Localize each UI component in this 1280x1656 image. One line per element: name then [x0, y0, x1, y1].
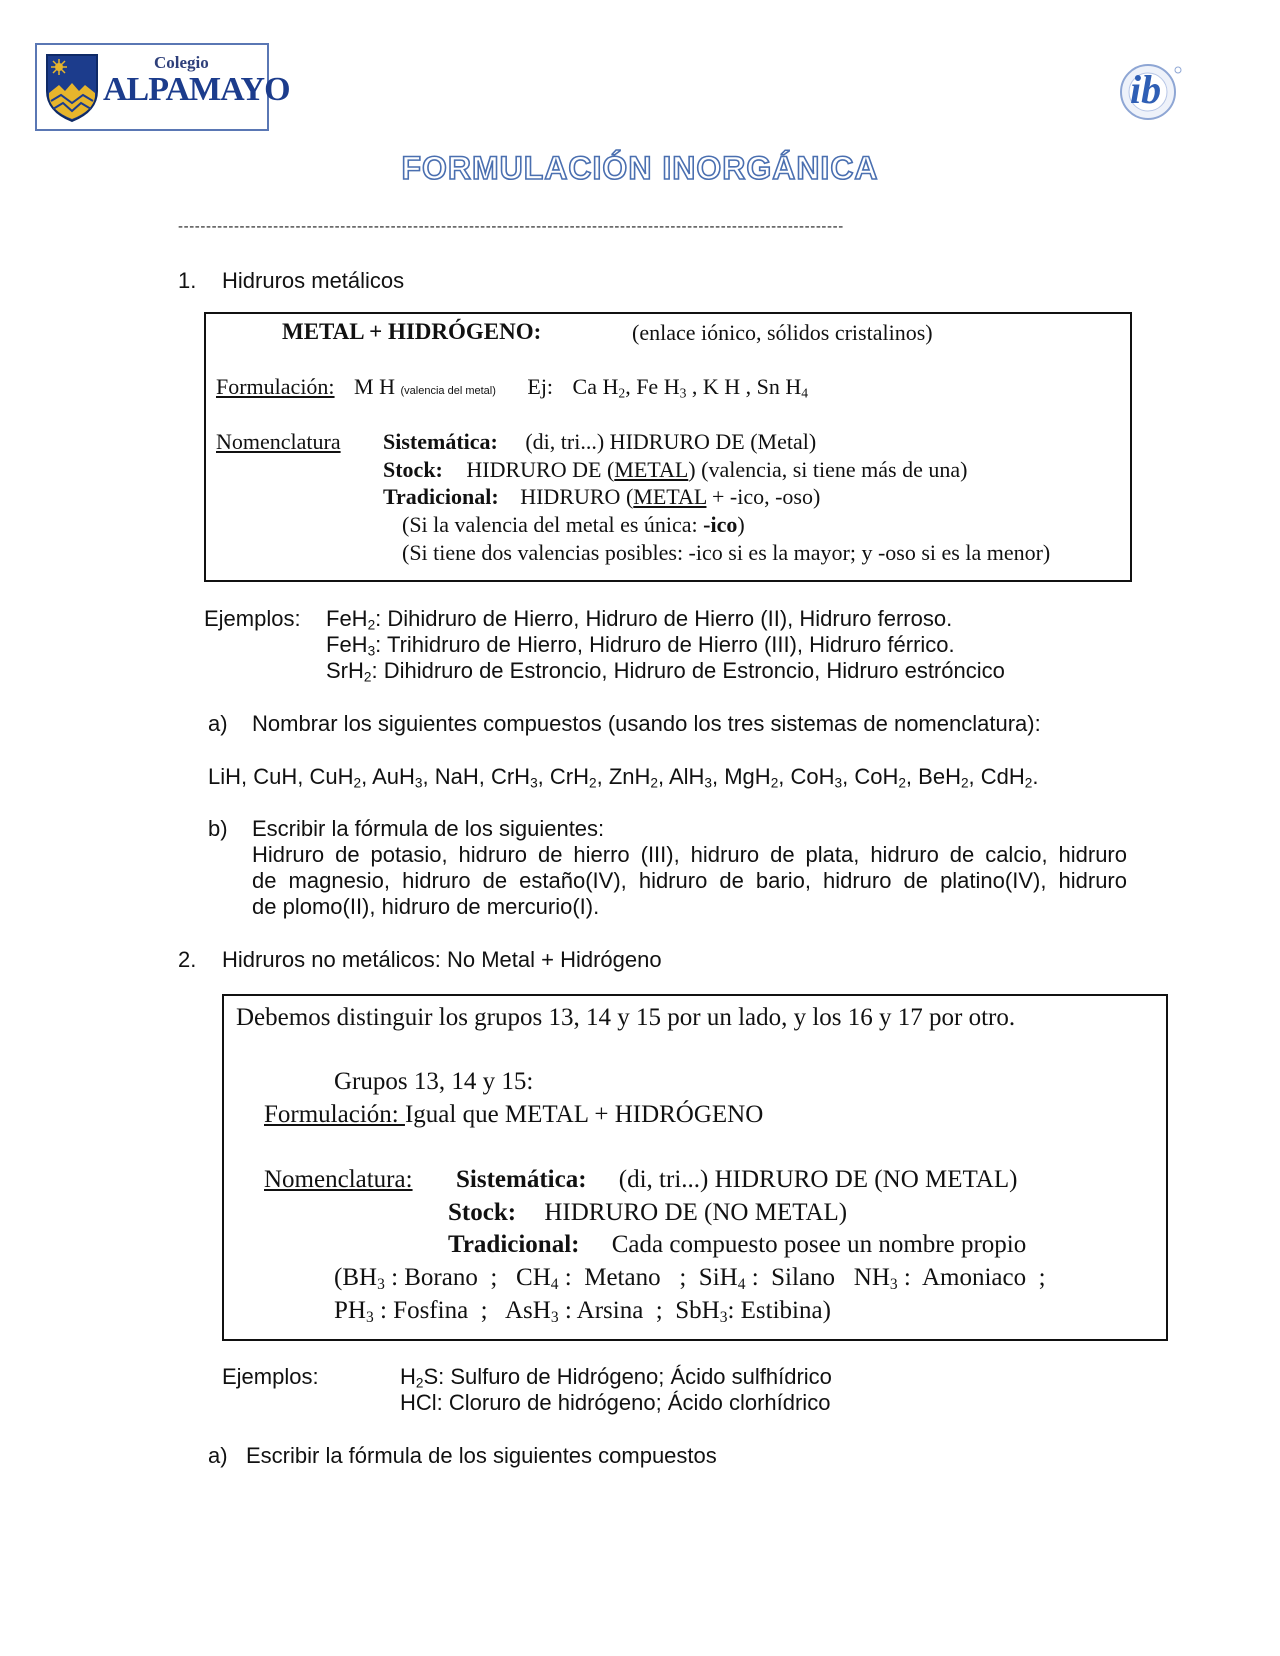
section1-task-a-text: Nombrar los siguientes compuestos (usando los tres sistemas de nomenclatura):	[252, 711, 1041, 736]
section1-example-2	[326, 632, 955, 658]
section2-box	[222, 994, 1168, 1341]
box2-tradicional-label: Tradicional:	[448, 1231, 580, 1258]
example1-sub: 2	[367, 617, 376, 633]
box1-example-ca-sub: 2	[618, 385, 626, 401]
box1-tradicional-text-b: + -ico, -oso)	[706, 484, 821, 509]
section1-task-b-intro: Escribir la fórmula de los siguientes:	[252, 816, 605, 841]
estibina-text: : Estibina)	[727, 1297, 831, 1324]
borano-text: : Borano ; CH	[384, 1264, 551, 1291]
section1-example-3	[326, 658, 1005, 684]
box2-tradicional-text: Cada compuesto posee un nombre propio	[611, 1231, 1027, 1258]
section1-task-b-line-1: Hidruro de potasio, hidruro de hierro (III), hidruro de plata, hidruro de calcio, hidruro	[252, 842, 1127, 867]
box1-stock-label: Stock:	[383, 457, 443, 482]
bh3-sub: 3	[377, 1275, 385, 1293]
box1-note-dos-valencias: (Si tiene dos valencias posibles: -ico si es la mayor; y -oso si es la menor)	[402, 540, 1051, 565]
example1-formula: FeH	[326, 606, 368, 631]
compound-item: MgH$_2$,	[724, 764, 791, 791]
section1-task-a-label: a)	[208, 711, 228, 736]
compound-item: LiH,	[208, 764, 254, 789]
box2-formulacion-label: Formulación:	[264, 1101, 405, 1128]
box1-stock-text-b: ) (valencia, si tiene más de una)	[688, 457, 968, 482]
box1-example-fe-sub: 3	[679, 385, 687, 401]
section2-task-a-text: Escribir la fórmula de los siguientes compuestos	[246, 1443, 717, 1468]
example2-sub: 3	[367, 643, 376, 659]
section2-example-1	[400, 1364, 832, 1390]
box2-stock-label: Stock:	[448, 1199, 517, 1226]
box1-note1-a: (Si la valencia del metal es única:	[402, 512, 704, 537]
ash3-sub: 3	[550, 1308, 559, 1326]
box1-note1-c: )	[737, 512, 745, 537]
box1-example-k-sn: , K H , Sn H	[686, 374, 802, 399]
box2-grupos: Grupos 13, 14 y 15:	[334, 1068, 534, 1095]
page-title: FORMULACIÓN INORGÁNICA	[401, 150, 879, 186]
compound-item: CoH$_2$,	[854, 764, 919, 791]
bh3-formula: (BH	[334, 1264, 378, 1291]
box1-sistematica-line	[383, 428, 816, 455]
box1-tradicional-metal: METAL	[633, 484, 707, 509]
example2-formula: FeH	[326, 632, 368, 657]
box1-sistematica-label: Sistemática:	[383, 429, 498, 454]
box1-example-fe: , Fe H	[625, 374, 680, 399]
box1-note-unica	[402, 511, 745, 538]
ph3-sub: 3	[365, 1308, 374, 1326]
section1-task-b-label: b)	[208, 816, 228, 841]
box1-stock-metal: METAL	[614, 457, 689, 482]
section1-examples-label: Ejemplos:	[204, 606, 301, 631]
box2-intro: Debemos distinguir los grupos 13, 14 y 15 por un lado, y los 16 y 17 por otro.	[236, 1004, 1016, 1031]
box1-nomenclatura-label: Nomenclatura	[216, 429, 341, 454]
box2-nomenclatura-label: Nomenclatura:	[264, 1166, 413, 1193]
compound-item: AuH$_3$,	[372, 764, 435, 791]
section1-box	[204, 312, 1132, 582]
box1-ej-label: Ej:	[527, 374, 554, 399]
logo-colegio-text: Colegio	[154, 53, 209, 72]
box1-example-sn-sub: 4	[801, 385, 809, 401]
sih4-sub: 4	[737, 1275, 746, 1293]
section1-example-1	[326, 606, 952, 632]
ib-text: ib	[1130, 67, 1162, 112]
shield-icon	[43, 51, 101, 123]
box1-note: (enlace iónico, sólidos cristalinos)	[632, 320, 933, 345]
box2-names-line-1	[334, 1262, 1046, 1294]
box1-example-ca: Ca H	[572, 374, 619, 399]
box1-formula-note: (valencia del metal)	[400, 385, 496, 397]
section1-number: 1.	[178, 268, 197, 293]
compound-item: NaH,	[434, 764, 491, 789]
compound-item: CuH,	[253, 764, 310, 789]
box1-stock-text-a: HIDRURO DE (	[466, 457, 615, 482]
box2-stock-line	[448, 1197, 847, 1229]
section2-number: 2.	[178, 947, 197, 972]
amoniaco-text: : Amoniaco ;	[897, 1264, 1046, 1291]
compound-item: CoH$_3$,	[790, 764, 855, 791]
section1-task-b-line-3: de plomo(II), hidruro de mercurio(I).	[252, 894, 600, 919]
ch4-sub: 4	[550, 1275, 559, 1293]
box1-sistematica-text: (di, tri...) HIDRURO DE (Metal)	[525, 429, 817, 454]
example3-formula: SrH	[326, 658, 364, 683]
box1-formula-mh: M H	[354, 374, 395, 399]
section2-task-a-label: a)	[208, 1443, 228, 1468]
ph3-formula: PH	[334, 1297, 366, 1324]
box1-tradicional-line	[383, 483, 820, 510]
arsina-text: : Arsina ; SbH	[558, 1297, 720, 1324]
fosfina-text: : Fosfina ; AsH	[373, 1297, 551, 1324]
box2-sistematica-text: (di, tri...) HIDRURO DE (NO METAL)	[618, 1166, 1018, 1193]
section1-compound-list	[208, 764, 1038, 790]
example1-text: : Dihidruro de Hierro, Hidruro de Hierro (II), Hidruro ferroso.	[375, 606, 953, 631]
box1-note1-b: -ico	[703, 512, 738, 537]
box1-formulacion-label: Formulación:	[216, 374, 335, 399]
h2s-text: S: Sulfuro de Hidrógeno; Ácido sulfhídrico	[423, 1364, 832, 1389]
section1-heading: Hidruros metálicos	[222, 268, 405, 293]
ib-logo	[1112, 64, 1190, 128]
box2-stock-text: HIDRURO DE (NO METAL)	[544, 1199, 848, 1226]
h2s-sub: 2	[415, 1375, 424, 1391]
divider-line: -----------------------------------------------------------------------------------------------------------------------	[178, 218, 844, 235]
sbh3-sub: 3	[719, 1308, 728, 1326]
metano-text: : Metano ; SiH	[558, 1264, 738, 1291]
section2-heading: Hidruros no metálicos: No Metal + Hidrógeno	[222, 947, 662, 972]
box2-sistematica-line	[456, 1164, 1017, 1196]
nh3-sub: 3	[889, 1275, 898, 1293]
compound-item: CrH$_2$,	[549, 764, 609, 791]
colegio-alpamayo-logo	[35, 43, 290, 131]
box2-names-line-2	[334, 1295, 831, 1327]
box1-formulacion-line	[216, 373, 808, 405]
compound-item: ZnH$_2$,	[608, 764, 669, 791]
compound-item: AlH$_3$,	[668, 764, 725, 791]
box2-formulacion-line	[264, 1099, 763, 1131]
box2-tradicional-line	[448, 1229, 1026, 1261]
box2-sistematica-label: Sistemática:	[456, 1166, 587, 1193]
compound-item: CuH$_2$,	[309, 764, 373, 791]
box1-tradicional-label: Tradicional:	[383, 484, 499, 509]
example3-sub: 2	[363, 669, 372, 685]
example3-text: : Dihidruro de Estroncio, Hidruro de Estroncio, Hidruro estróncico	[371, 658, 1005, 683]
box1-main-formula: METAL + HIDRÓGENO:	[282, 319, 542, 344]
box1-stock-line	[383, 456, 967, 483]
compound-item: CrH$_3$,	[490, 764, 550, 791]
compound-item: BeH$_2$,	[918, 764, 981, 791]
h2s-formula: H	[400, 1364, 416, 1389]
silano-text: : Silano NH	[745, 1264, 890, 1291]
compound-item: CdH$_2$.	[980, 764, 1039, 791]
section2-examples-label: Ejemplos:	[222, 1364, 319, 1389]
box1-tradicional-text-a: HIDRURO (	[520, 484, 634, 509]
logo-alpamayo-text: ALPAMAYO	[103, 71, 290, 108]
section1-task-b-line-2: de magnesio, hidruro de estaño(IV), hidruro de bario, hidruro de platino(IV), hidruro	[252, 868, 1127, 893]
example2-text: : Trihidruro de Hierro, Hidruro de Hierro (III), Hidruro férrico.	[375, 632, 955, 657]
box2-formulacion-text: Igual que METAL + HIDRÓGENO	[404, 1101, 764, 1128]
section2-example-2: HCl: Cloruro de hidrógeno; Ácido clorhídrico	[400, 1390, 831, 1415]
